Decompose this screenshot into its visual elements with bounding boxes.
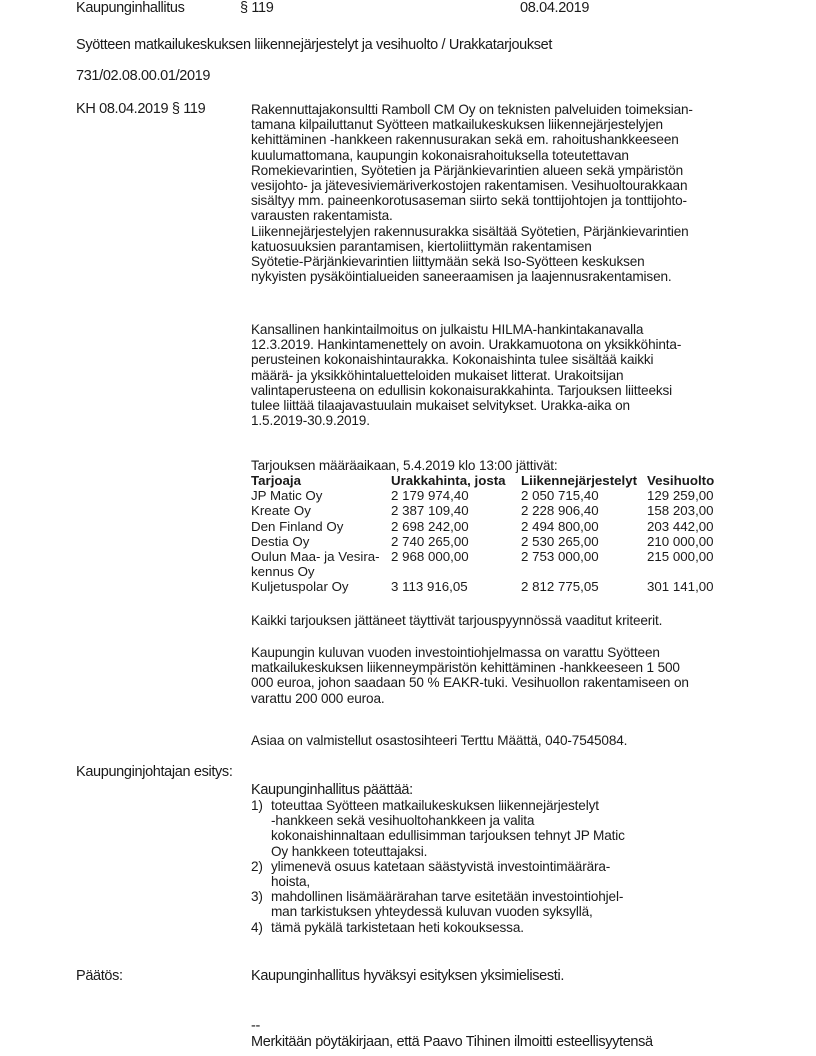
total-price: 2 179 974,40 [391, 488, 469, 504]
paragraph-background [251, 102, 771, 284]
text-line: 1.5.2019-30.9.2019. [251, 413, 370, 429]
table-row [251, 519, 727, 534]
proposal-label: Kaupunginjohtajan esitys: [76, 764, 233, 780]
header-date: 08.04.2019 [520, 0, 590, 16]
item-number: 3) [251, 889, 263, 905]
text-line: Oy hankkeen toteuttajaksi. [271, 843, 428, 859]
item-number: 4) [251, 919, 263, 935]
text-line: määrä- ja yksikköhintaluetteloiden mukaiset litterat. Urakoitsijan [251, 367, 624, 383]
bidder-name: Kreate Oy [251, 503, 311, 519]
item-number: 1) [251, 798, 263, 813]
table-row [251, 534, 727, 549]
text-line: Kansallinen hankintailmoitus on julkaistu HILMA-hankintakanavalla [251, 322, 644, 337]
proposal-item [251, 798, 771, 859]
table-row [251, 579, 727, 594]
text-line: Liikennejärjestelyjen rakennusurakka sisältää Syötetien, Pärjänkievarintien [251, 223, 689, 239]
proposal-item [251, 859, 771, 889]
text-line: 000 euroa, johon saadaan 50 % EAKR-tuki. Vesihuollon rakentamiseen on [251, 675, 689, 691]
traffic-price: 2 812 775,05 [521, 579, 599, 595]
note-separator: -- [251, 1018, 260, 1034]
text-line: tulee liittää tilaajavastuulain mukaiset selvitykset. Urakka-aika on [251, 398, 630, 414]
total-price: 3 113 916,05 [391, 579, 468, 595]
text-line: matkailukeskuksen liikenneympäristön kehittäminen -hankkeeseen 1 500 [251, 660, 680, 676]
column-header-water: Vesihuolto [647, 473, 715, 488]
item-text [271, 889, 623, 919]
paragraph-procurement [251, 322, 771, 428]
proposal-item [251, 920, 771, 935]
proposal-item [251, 889, 771, 919]
text-line: mahdollinen lisämäärärahan tarve esitetään investointiohjel- [271, 889, 624, 905]
decision-text: Kaupunginhallitus hyväksyi esityksen yksimielisesti. [251, 968, 565, 984]
total-price: 2 740 265,00 [391, 533, 469, 549]
paragraph-preparer [251, 733, 771, 748]
text-line: sisältyy mm. paineenkorotusaseman siirto sekä tonttijohtojen ja tonttijohto- [251, 193, 687, 209]
text-line: Kaupungin kuluvan vuoden investointiohjelmassa on varattu Syötteen [251, 645, 660, 660]
column-header-bidder: Tarjoaja [251, 473, 302, 488]
text-line: Kaupunginhallitus päättää: [251, 782, 413, 798]
offers-table [251, 473, 727, 595]
bidder-name: Destia Oy [251, 533, 310, 549]
total-price: 2 968 000,00 [391, 549, 469, 565]
note-text: Merkitään pöytäkirjaan, että Paavo Tihinen ilmoitti esteellisyytensä [251, 1034, 653, 1050]
document-title: Syötteen matkailukeskuksen liikennejärjestelyt ja vesihuolto / Urakkatarjoukset [76, 37, 553, 53]
text-line: Asiaa on valmistellut osastosihteeri Terttu Määttä, 040-7545084. [251, 733, 628, 748]
text-line: Syötetie-Pärjänkievarintien liittymään sekä Iso-Syötteen keskuksen [251, 254, 645, 270]
text-line: tamana kilpailuttanut Syötteen matkailukeskuksen liikennejärjestelyjen [251, 117, 663, 133]
table-header-row [251, 473, 727, 488]
text-line: ylimenevä osuus katetaan säästyvistä investointimäärära- [271, 858, 611, 874]
item-number: 2) [251, 858, 263, 874]
bidder-name [251, 549, 391, 579]
text-line: man tarkistuksen yhteydessä kuluvan vuoden syksyllä, [271, 904, 593, 920]
total-price: 2 387 109,40 [391, 503, 469, 519]
text-line: vesijohto- ja jätevesiviemäriverkostojen rakentamisen. Vesihuoltourakkaan [251, 178, 688, 194]
bidder-name: Den Finland Oy [251, 518, 344, 534]
water-price: 215 000,00 [647, 549, 714, 565]
text-line: -hankkeen sekä vesihuoltohankkeen ja valita [271, 813, 535, 829]
bidder-name-line: Oulun Maa- ja Vesira- [251, 549, 380, 565]
column-header-traffic: Liikennejärjestelyt [521, 473, 638, 488]
decision-label: Päätös: [76, 968, 123, 984]
traffic-price: 2 228 906,40 [521, 503, 599, 519]
proposal-list [251, 798, 771, 935]
item-text [271, 859, 610, 889]
water-price: 158 203,00 [647, 503, 714, 519]
header-section: § 119 [240, 0, 274, 16]
total-price: 2 698 242,00 [391, 518, 469, 534]
item-text [271, 798, 625, 859]
text-line: Rakennuttajakonsultti Ramboll CM Oy on teknisten palveluiden toimeksian- [251, 102, 693, 117]
bidder-name-line: kennus Oy [251, 564, 315, 580]
text-line: kokonaishinnaltaan edullisimman tarjouksen tehnyt JP Matic [271, 828, 625, 844]
proposal-intro [251, 782, 771, 798]
text-line: toteuttaa Syötteen matkailukeskuksen liikennejärjestelyt [271, 798, 599, 813]
table-row [251, 503, 727, 518]
text-line: tämä pykälä tarkistetaan heti kokouksessa. [271, 919, 524, 935]
water-price: 301 141,00 [647, 579, 714, 595]
traffic-price: 2 753 000,00 [521, 549, 599, 565]
text-line: 12.3.2019. Hankintamenettely on avoin. Urakkamuotona on yksikköhinta- [251, 337, 682, 353]
column-header-total: Urakkahinta, josta [391, 473, 506, 488]
text-line: Kaikki tarjouksen jättäneet täyttivät tarjouspyynnössä vaaditut kriteerit. [251, 613, 663, 628]
text-line: varausten rakentamista. [251, 208, 393, 224]
traffic-price: 2 494 800,00 [521, 518, 599, 534]
record-id: 731/02.08.00.01/2019 [76, 68, 211, 84]
table-row [251, 549, 727, 579]
water-price: 203 442,00 [647, 518, 714, 534]
text-line: Tarjouksen määräaikaan, 5.4.2019 klo 13:00 jättivät: [251, 458, 558, 473]
meeting-reference: KH 08.04.2019 § 119 [76, 101, 206, 117]
paragraph-criteria [251, 613, 771, 628]
text-line: kehittäminen -hankkeen rakennusurakan sekä em. rahoitushankkeeseen [251, 132, 679, 148]
bidder-name: JP Matic Oy [251, 488, 323, 504]
paragraph-budget [251, 645, 771, 706]
offers-intro [251, 458, 771, 473]
table-row [251, 488, 727, 503]
water-price: 210 000,00 [647, 533, 714, 549]
text-line: kuulumattomana, kaupungin kokonaisrahoituksella toteutettavan [251, 147, 629, 163]
text-line: nykyisten pysäköintialueiden saneeraamisen ja laajennusrakentamisen. [251, 269, 672, 285]
item-text [271, 920, 524, 935]
text-line: perusteinen kokonaishintaurakka. Kokonaishinta tulee sisältää kaikki [251, 352, 654, 368]
traffic-price: 2 530 265,00 [521, 533, 599, 549]
text-line: katuosuuksien parantamisen, kiertoliittymän rakentamisen [251, 238, 592, 254]
traffic-price: 2 050 715,40 [521, 488, 599, 504]
text-line: valintaperusteena on edullisin kokonaisurakkahinta. Tarjouksen liitteeksi [251, 382, 673, 398]
text-line: Romekievarintien, Syötetien ja Pärjänkievarintien alueen sekä ympäristön [251, 162, 683, 178]
text-line: hoista, [271, 874, 311, 890]
water-price: 129 259,00 [647, 488, 714, 504]
header-body: Kaupunginhallitus [76, 0, 185, 16]
text-line: varattu 200 000 euroa. [251, 690, 385, 706]
bidder-name: Kuljetuspolar Oy [251, 579, 349, 595]
